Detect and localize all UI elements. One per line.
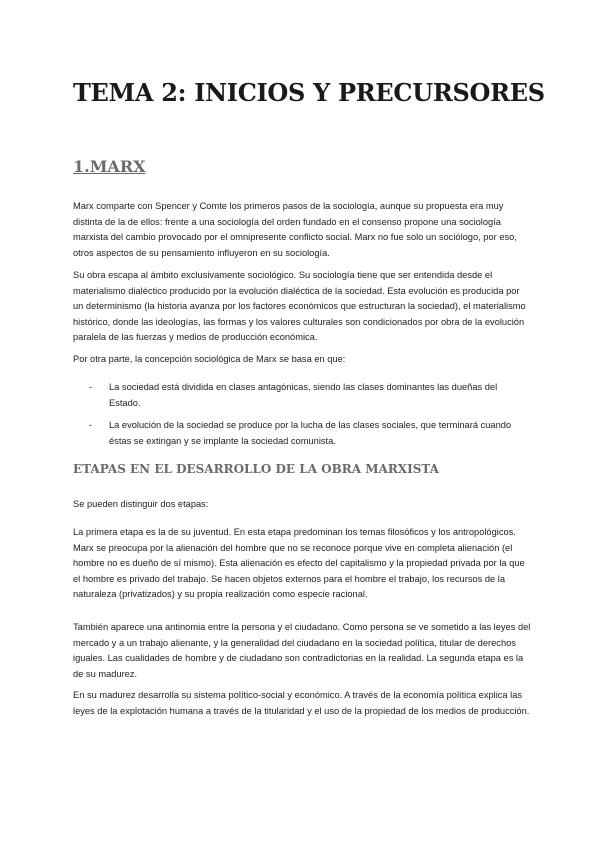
bullet-text: La evolución de la sociedad se produce por la lucha de las clases sociales, que terminará cuando éstas se extingan y se implante la sociedad comunista.	[109, 420, 512, 446]
paragraph-obra: Su obra escapa al ámbito exclusivamente sociológico. Su sociología tiene que ser entendida desde el materialismo dialéctico producido por la evolución dialéctica de la sociedad. Esta evolución es producida por un determinismo (la historia avanza por los factores económicos que estructuran la sociedad), el materialismo histórico, donde las ideologías, las formas y los valores culturales son condicionados por obra de la evolución paralela de las fuerzas y medios de producción económica.	[73, 270, 526, 342]
bullet-text: La sociedad está dividida en clases antagónicas, siendo las clases dominantes las dueñas del Estado.	[109, 382, 498, 408]
paragraph-antinomia: También aparece una antinomia entre la persona y el ciudadano. Como persona se ve sometido a las leyes del mercado y a un trabajo alienante, y la generalidad del ciudadano en la sociedad política, titular de derechos iguales. Las cualidades de hombre y de ciudadano son contradictorias en la realidad. La segunda etapa es la de su madurez.	[73, 622, 531, 679]
paragraph-concepcion: Por otra parte, la concepción sociológica de Marx se basa en que:	[73, 354, 346, 364]
subsection-heading-etapas: ETAPAS EN EL DESARROLLO DE LA OBRA MARXISTA	[73, 462, 439, 476]
list-item	[90, 418, 530, 449]
bullet-marker: -	[89, 420, 93, 430]
paragraph-madurez: En su madurez desarrolla su sistema político-social y económico. A través de la economía política explica las leyes de la explotación humana a través de la titularidad y el uso de la propiedad de los medios de producción.	[73, 690, 530, 716]
list-item	[90, 380, 530, 411]
page-title: TEMA 2: INICIOS Y PRECURSORES	[73, 78, 545, 107]
section-heading-marx: 1.MARX	[73, 157, 146, 176]
paragraph-etapas-intro: Se pueden distinguir dos etapas:	[73, 499, 209, 509]
paragraph-intro: Marx comparte con Spencer y Comte los primeros pasos de la sociología, aunque su propuesta era muy distinta de la de ellos: frente a una sociología del orden fundado en el consenso propone una sociología marxista del cambio provocado por el omnipresente conflicto social. Marx no fue solo un sociólogo, por eso, otros aspectos de su pensamiento influyeron en su sociología.	[73, 201, 517, 258]
paragraph-primera-etapa: La primera etapa es la de su juventud. En esta etapa predominan los temas filosóficos y los antropológicos. Marx se preocupa por la alienación del hombre que no se reconoce porque vive en completa alienación (el hombre no es dueño de sí mismo). Esta alienación es efecto del capitalismo y la propiedad privada por la que el hombre es privado del trabajo. Se hacen objetos externos para el hombre el trabajo, los recursos de la naturaleza (privatizados) y su propia realización como especie racional.	[73, 527, 525, 599]
bullet-marker: -	[89, 382, 93, 392]
